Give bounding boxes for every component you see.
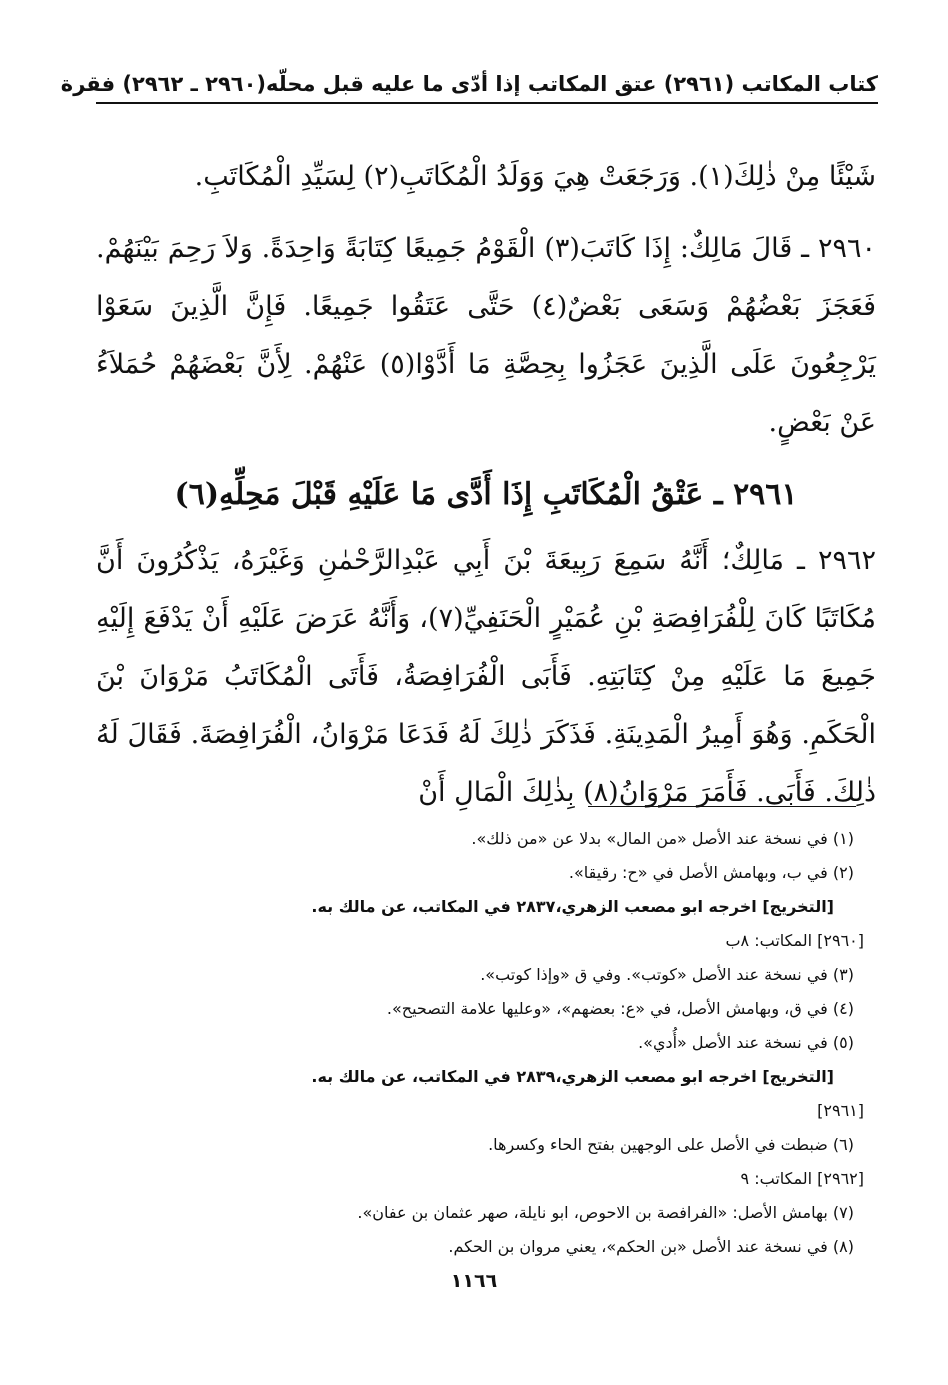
header-chapter-title: كتاب المكاتب (٢٩٦١) عتق المكاتب إذا أدّى ما عليه قبل محلّه (266, 72, 878, 96)
footnote: (٢) في ب، وبهامش الأصل في «ح: رقيقا». (568, 863, 854, 882)
paragraph-2960: ٢٩٦٠ ـ قَالَ مَالِكٌ: إِذَا كَاتَبَ(٣) الْقَوْمُ جَمِيعًا كِتَابَةً وَاحِدَةً. وَلاَ رَحِمَ بَيْنَهُمْ. فَعَجَزَ بَعْضُهُمْ وَسَعَى بَعْضٌ(٤) حَتَّى عَتَقُوا جَمِيعًا. فَإِنَّ الَّذِينَ سَعَوْا يَرْجِعُونَ عَلَى الَّذِينَ عَجَزُوا بِحِصَّةِ مَا أَدَّوْا(٥) عَنْهُمْ. لِأَنَّ بَعْضَهُمْ حُمَلاَءُ عَنْ بَعْضٍ. (96, 233, 877, 438)
footnote: (٨) في نسخة عند الأصل «بن الحكم»، يعني مروان بن الحكم. (448, 1237, 854, 1256)
main-text (96, 148, 876, 822)
page-number: ١١٦٦ (450, 1270, 498, 1292)
footnote: (٧) بهامش الأصل: «الفرافصة بن الاحوص، ابو نايلة، صهر عثمان بن عفان». (357, 1203, 854, 1222)
footnote: (٣) في نسخة عند الأصل «كوتب». وفي ق «وإذا كوتب». (480, 965, 854, 984)
running-header (60, 58, 878, 104)
footnote: (١) في نسخة عند الأصل «من المال» بدلا عن «من ذلك». (471, 829, 854, 848)
takhrij-note: [التخريج] اخرجه ابو مصعب الزهري،٢٨٣٧ في المكاتب، عن مالك به. (311, 897, 834, 916)
reference-note: [٢٩٦١] (817, 1101, 864, 1120)
footnote-separator (588, 806, 856, 807)
reference-note: [٢٩٦٢] المكاتب: ٩ (740, 1169, 864, 1188)
section-heading-2961: ٢٩٦١ ـ عَتْقُ الْمُكَاتَبِ إِذَا أَدَّى مَا عَلَيْهِ قَبْلَ مَحِلِّهِ(٦) (174, 477, 798, 512)
takhrij-note: [التخريج] اخرجه ابو مصعب الزهري،٢٨٣٩ في المكاتب، عن مالك به. (311, 1067, 834, 1086)
reference-note: [٢٩٦٠] المكاتب: ٨ب (725, 931, 864, 950)
footnote: (٥) في نسخة عند الأصل «أُدي». (638, 1033, 854, 1052)
paragraph-continuation: شَيْئًا مِنْ ذٰلِكَ(١). وَرَجَعَتْ هِيَ وَوَلَدُ الْمُكَاتَبِ(٢) لِسَيِّدِ الْمُكَاتَبِ. (194, 161, 876, 192)
footnote: (٤) في ق، وبهامش الأصل، في «ع: بعضهم»، «وعليها علامة التصحيح». (386, 999, 854, 1018)
footnotes (96, 822, 864, 1264)
footnote: (٦) ضبطت في الأصل على الوجهين بفتح الحاء وكسرها. (488, 1135, 854, 1154)
header-paragraph-range: (٢٩٦٠ ـ ٢٩٦٢) فقرة (60, 72, 267, 96)
paragraph-2962: ٢٩٦٢ ـ مَالِكٌ؛ أَنَّهُ سَمِعَ رَبِيعَةَ بْنَ أَبِي عَبْدِالرَّحْمٰنِ وَغَيْرَهُ، يَذْكُرُونَ أَنَّ مُكَاتَبًا كَانَ لِلْفُرَافِصَةِ بْنِ عُمَيْرٍ الْحَنَفِيِّ(٧)، وَأَنَّهُ عَرَضَ عَلَيْهِ أَنْ يَدْفَعَ إِلَيْهِ جَمِيعَ مَا عَلَيْهِ مِنْ كِتَابَتِهِ. فَأَبَى الْفُرَافِصَةُ، فَأَتَى الْمُكَاتَبُ مَرْوَانَ بْنَ الْحَكَمِ. وَهُوَ أَمِيرُ الْمَدِينَةِ. فَذَكَرَ ذٰلِكَ لَهُ فَدَعَا مَرْوَانُ، الْفُرَافِصَةَ. فَقَالَ لَهُ ذٰلِكَ. فَأَبَى. فَأَمَرَ مَرْوَانُ(٨) بِذٰلِكَ الْمَالِ أَنْ (96, 545, 876, 808)
